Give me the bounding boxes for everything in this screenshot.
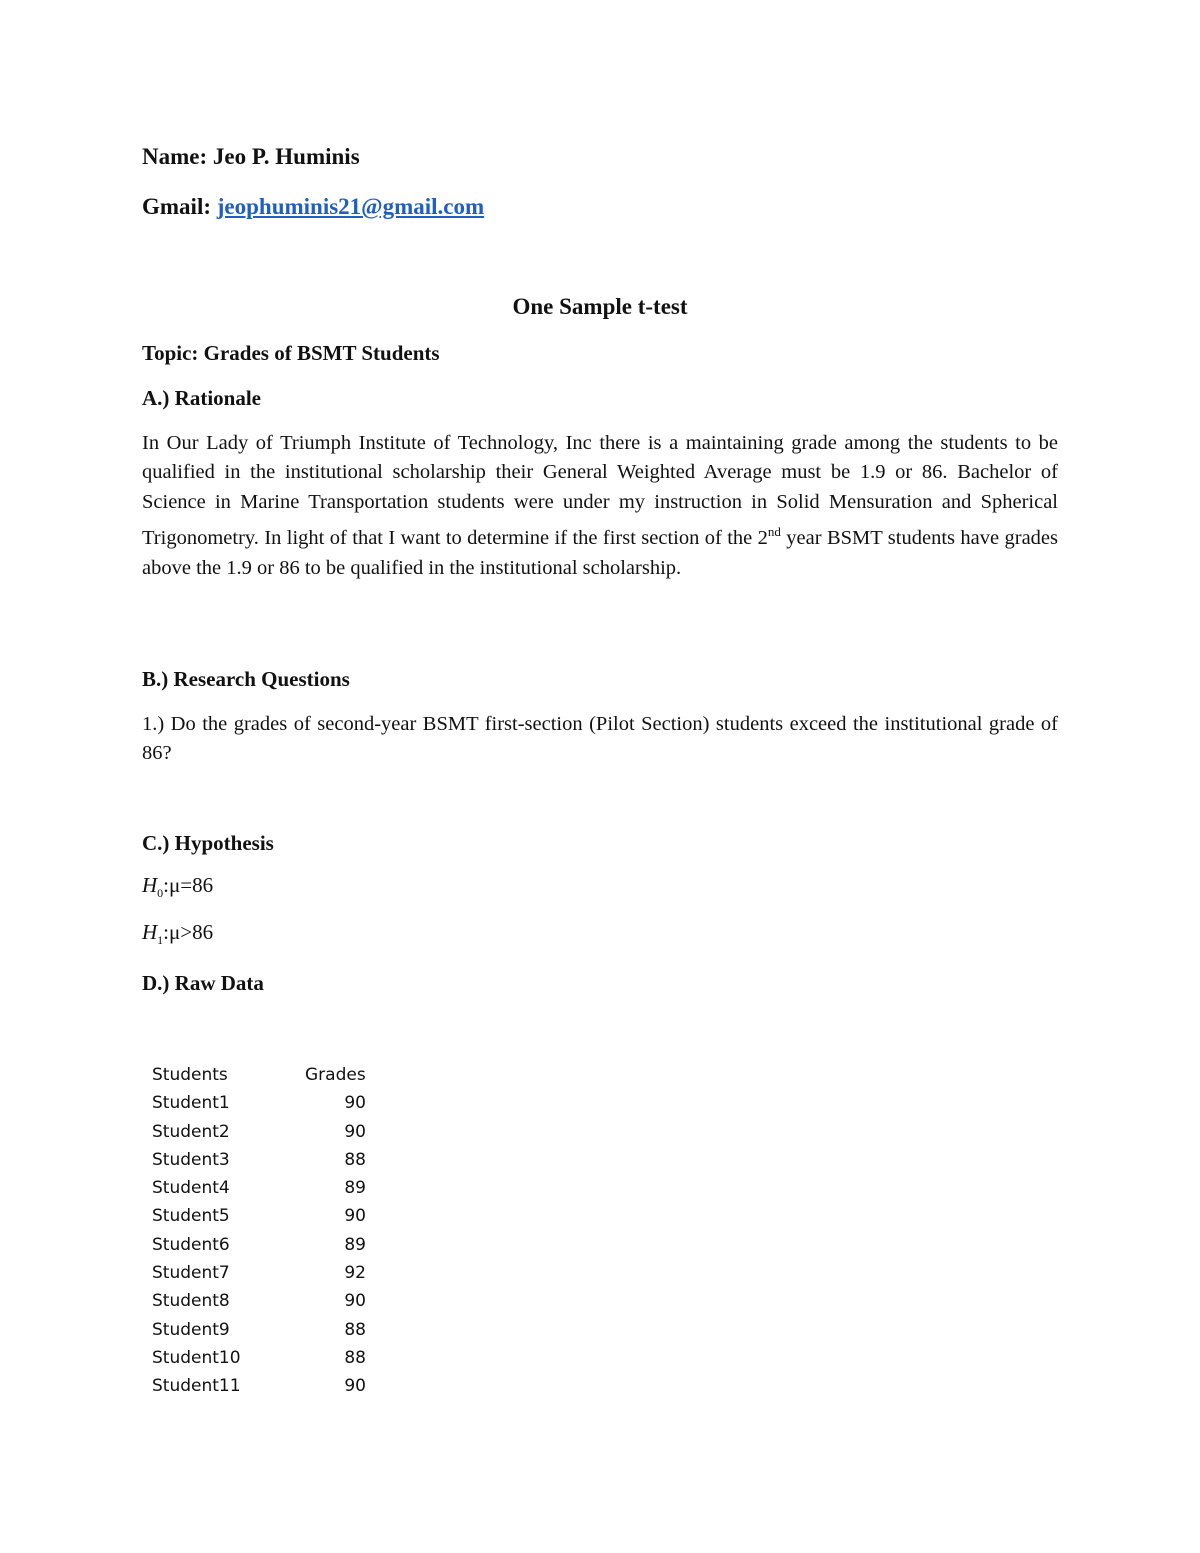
table-row <box>152 1287 366 1315</box>
null-hypothesis-symbol: H <box>142 873 158 897</box>
grade-cell: 88 <box>344 1319 366 1340</box>
grade-cell: 89 <box>344 1234 366 1255</box>
alternative-hypothesis-expression: :μ>86 <box>163 920 214 944</box>
table-row <box>152 1344 366 1372</box>
document-title: One Sample t-test <box>512 294 688 319</box>
research-question-1: 1.) Do the grades of second-year BSMT first-section (Pilot Section) students exceed the institutional grade of 86? <box>142 713 1058 765</box>
student-cell: Student3 <box>152 1149 230 1170</box>
grade-cell: 88 <box>344 1149 366 1170</box>
name-label: Name: <box>142 144 208 169</box>
gmail-line <box>142 194 484 220</box>
table-row <box>152 1259 366 1287</box>
null-hypothesis-subscript: 0 <box>157 886 164 900</box>
grade-cell: 90 <box>344 1121 366 1142</box>
column-header-grades: Grades <box>305 1065 366 1085</box>
table-header-row <box>152 1061 366 1089</box>
name-value: Jeo P. Huminis <box>212 144 360 169</box>
grade-cell: 90 <box>344 1291 366 1312</box>
table-row <box>152 1231 366 1259</box>
alternative-hypothesis <box>142 920 213 948</box>
grade-cell: 90 <box>344 1376 366 1397</box>
raw-data-table <box>152 1061 366 1401</box>
null-hypothesis <box>142 873 213 901</box>
student-cell: Student7 <box>152 1263 230 1284</box>
student-cell: Student11 <box>152 1376 241 1397</box>
alternative-hypothesis-symbol: H <box>142 920 158 944</box>
student-cell: Student9 <box>152 1319 230 1340</box>
name-line <box>142 144 360 170</box>
student-cell: Student6 <box>152 1234 230 1255</box>
column-header-students: Students <box>152 1065 228 1085</box>
null-hypothesis-expression: :μ=86 <box>163 873 214 897</box>
table-row <box>152 1118 366 1146</box>
grade-cell: 88 <box>344 1347 366 1368</box>
raw-data-heading: D.) Raw Data <box>142 971 264 995</box>
grade-cell: 90 <box>344 1206 366 1227</box>
table-row <box>152 1372 366 1400</box>
gmail-link[interactable]: jeophuminis21@gmail.com <box>216 194 485 219</box>
student-cell: Student10 <box>152 1347 241 1368</box>
student-cell: Student1 <box>152 1093 230 1114</box>
table-row <box>152 1202 366 1230</box>
research-questions-heading: B.) Research Questions <box>142 667 350 691</box>
rationale-text-start: In Our Lady of Triumph Institute of Technology, Inc there is a maintaining grade among the students to be qualified in the institutional scholarship their General Weighted Average must be 1.9 or 86. Bachelor of Science in Marine Transportation students were under my instruction in Solid Mensuration and Spherical Trigonometry. In light of that I want to determine if the first section of the 2 <box>142 432 1058 550</box>
table-row <box>152 1316 366 1344</box>
grade-cell: 90 <box>344 1093 366 1114</box>
student-cell: Student2 <box>152 1121 230 1142</box>
rationale-text-end: year BSMT students have grades above the 1.9 or 86 to be qualified in the institutional scholarship. <box>142 527 1058 579</box>
alternative-hypothesis-subscript: 1 <box>157 933 164 947</box>
student-cell: Student5 <box>152 1206 230 1227</box>
student-cell: Student8 <box>152 1291 230 1312</box>
table-row <box>152 1089 366 1117</box>
gmail-label: Gmail: <box>142 194 211 219</box>
grade-cell: 89 <box>344 1178 366 1199</box>
table-row <box>152 1146 366 1174</box>
grade-cell: 92 <box>344 1263 366 1284</box>
rationale-heading: A.) Rationale <box>142 386 261 410</box>
hypothesis-heading: C.) Hypothesis <box>142 831 274 855</box>
table-row <box>152 1174 366 1202</box>
topic-heading: Topic: Grades of BSMT Students <box>142 341 440 365</box>
ordinal-superscript: nd <box>767 524 781 540</box>
rationale-paragraph <box>142 429 1058 583</box>
student-cell: Student4 <box>152 1178 230 1199</box>
